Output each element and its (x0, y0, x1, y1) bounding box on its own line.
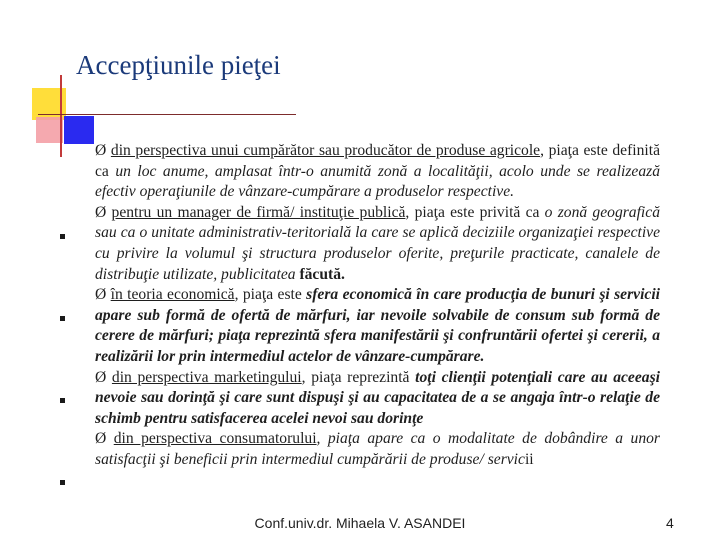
bullet-marker (60, 480, 65, 485)
arrow-icon: Ø (95, 430, 107, 448)
slide-body (95, 141, 660, 471)
arrow-icon: Ø (95, 203, 107, 221)
decor-blue-square (64, 116, 94, 144)
paragraph-consumer: Ø din perspectiva consumatorului, piaţa apare ca o modalitate de dobândire a unor satisfacţii şi beneficii prin intermediul cumpărării de produse/ servicii (95, 430, 660, 468)
arrow-icon: Ø (95, 286, 107, 304)
paragraph-manager: Ø pentru un manager de firmă/ instituţie publică, piaţa este privită ca o zonă geografică sau ca o unitate administrativ-teritorială la care se aplică deciziile organizaţiei respective cu privire la volumul şi structura produselor oferite, preţurile practicate, canalele de distribuţie utilizate, publicitatea făcută. (95, 203, 660, 283)
perspective-consumer-link[interactable]: din perspectiva consumatorului (113, 430, 317, 448)
arrow-icon: Ø (95, 368, 107, 386)
perspective-economic-link[interactable]: în teoria economică (110, 286, 235, 304)
decor-pink-square (36, 117, 63, 143)
slide-footer: Conf.univ.dr. Mihaela V. ASANDEI (254, 515, 466, 531)
slide-title: Accepţiunile pieţei (76, 50, 281, 80)
arrow-icon: Ø (95, 142, 107, 159)
perspective-manager-link[interactable]: pentru un manager de firmă/ instituţie publică (111, 203, 406, 221)
page-number: 4 (666, 515, 674, 531)
decor-vertical-line (60, 75, 62, 157)
bullet-marker (60, 234, 65, 239)
paragraph-buyer: Ø din perspectiva unui cumpărător sau producător de produse agricole, piaţa este definită ca un loc anume, amplasat într-o anumită zonă a localităţii, acolo unde se realizează efectiv operaţiunile de vânzare-cumpărare a produselor respective. (95, 142, 660, 201)
bullet-marker (60, 316, 65, 321)
decor-horizontal-line (38, 114, 296, 115)
paragraph-marketing: Ø din perspectiva marketingului, piaţa reprezintă toţi clienţii potenţiali care au aceeaşi nevoie sau dorinţă şi care sunt dispuşi şi au capacitatea de a se angaja într-o relaţie de schimb pentru satisfacerea acelei nevoi sau dorinţe (95, 368, 660, 427)
paragraph-economic-theory: Ø în teoria economică, piaţa este sfera economică în care producţia de bunuri şi servicii apare sub formă de ofertă de mărfuri, iar nevoile solvabile de consum sub formă de cerere de mărfuri; piaţa reprezintă sfera manifestării şi confruntării ofertei şi cererii, a realizării lor prin intermediul actelor de vânzare-cumpărare. (95, 286, 660, 365)
bullet-marker (60, 398, 65, 403)
perspective-buyer-link[interactable]: din perspectiva unui cumpărător sau producător de produse agricole (110, 142, 541, 159)
perspective-marketing-link[interactable]: din perspectiva marketingului (111, 368, 302, 386)
